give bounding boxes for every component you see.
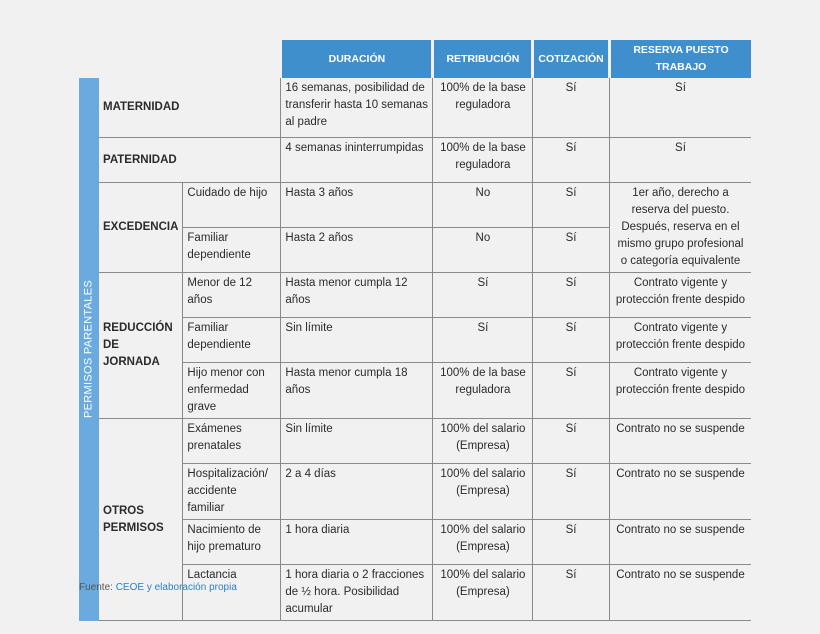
duracion-cell: Hasta 3 años xyxy=(281,183,433,228)
side-label: PERMISOS PARENTALES xyxy=(82,280,95,419)
duracion-cell: 16 semanas, posibilidad de transferir hasta 10 semanas al padre xyxy=(281,78,433,138)
row-excedencia-1 xyxy=(79,183,751,228)
reserva-cell: Contrato vigente y protección frente despido xyxy=(609,318,751,363)
row-paternidad xyxy=(79,138,751,183)
duracion-cell: Hasta menor cumpla 18 años xyxy=(281,363,433,419)
header-row xyxy=(79,40,751,78)
permisos-table xyxy=(79,40,751,621)
header-cotizacion: COTIZACIÓN xyxy=(533,40,609,78)
retribucion-cell: 100% de la base reguladora xyxy=(433,363,533,419)
header-retribucion: RETRIBUCIÓN xyxy=(433,40,533,78)
duracion-cell: 1 hora diaria xyxy=(281,520,433,565)
side-band xyxy=(79,78,99,621)
source-text: CEOE y elaboración propia xyxy=(115,582,237,593)
sub-cell: Lactancia xyxy=(183,565,281,621)
sub-cell: Familiar dependiente xyxy=(183,318,281,363)
retribucion-cell: No xyxy=(433,183,533,228)
retribucion-cell: 100% de la base reguladora xyxy=(433,78,533,138)
category-paternidad: PATERNIDAD xyxy=(99,138,281,183)
category-maternidad: MATERNIDAD xyxy=(99,78,281,138)
duracion-cell: 2 a 4 días xyxy=(281,464,433,520)
category-excedencia: EXCEDENCIA xyxy=(99,183,183,273)
reserva-cell: Contrato no se suspende xyxy=(609,565,751,621)
cotizacion-cell: Sí xyxy=(533,464,609,520)
retribucion-cell: 100% de la base reguladora xyxy=(433,138,533,183)
permisos-table-wrapper xyxy=(79,40,751,621)
retribucion-cell: 100% del salario (Empresa) xyxy=(433,464,533,520)
cotizacion-cell: Sí xyxy=(533,228,609,273)
sub-cell: Hijo menor con enfermedad grave xyxy=(183,363,281,419)
row-maternidad xyxy=(79,78,751,138)
reserva-cell: Sí xyxy=(609,138,751,183)
reserva-cell: Contrato no se suspende xyxy=(609,419,751,464)
category-reduccion: REDUCCIÓN DE JORNADA xyxy=(99,273,183,419)
duracion-cell: Hasta menor cumpla 12 años xyxy=(281,273,433,318)
row-otros-1 xyxy=(79,419,751,464)
row-reduccion-1 xyxy=(79,273,751,318)
cotizacion-cell: Sí xyxy=(533,138,609,183)
reserva-cell: Sí xyxy=(609,78,751,138)
header-reserva: RESERVA PUESTO TRABAJO xyxy=(609,40,751,78)
sub-cell: Cuidado de hijo xyxy=(183,183,281,228)
cotizacion-cell: Sí xyxy=(533,565,609,621)
retribucion-cell: No xyxy=(433,228,533,273)
header-blank xyxy=(79,40,281,78)
sub-cell: Hospitalización/ accidente familiar xyxy=(183,464,281,520)
reserva-cell: Contrato no se suspende xyxy=(609,520,751,565)
sub-cell: Nacimiento de hijo prematuro xyxy=(183,520,281,565)
duracion-cell: Hasta 2 años xyxy=(281,228,433,273)
sub-cell: Exámenes prenatales xyxy=(183,419,281,464)
cotizacion-cell: Sí xyxy=(533,273,609,318)
duracion-cell: Sin límite xyxy=(281,318,433,363)
reserva-cell: Contrato vigente y protección frente despido xyxy=(609,363,751,419)
duracion-cell: 1 hora diaria o 2 fracciones de ½ hora. Posibilidad acumular xyxy=(281,565,433,621)
retribucion-cell: 100% del salario (Empresa) xyxy=(433,419,533,464)
retribucion-cell: Sí xyxy=(433,318,533,363)
retribucion-cell: 100% del salario (Empresa) xyxy=(433,565,533,621)
reserva-cell: Contrato no se suspende xyxy=(609,464,751,520)
retribucion-cell: 100% del salario (Empresa) xyxy=(433,520,533,565)
header-duracion: DURACIÓN xyxy=(281,40,433,78)
retribucion-cell: Sí xyxy=(433,273,533,318)
sub-cell: Familiar dependiente xyxy=(183,228,281,273)
reserva-cell-excedencia: 1er año, derecho a reserva del puesto. Después, reserva en el mismo grupo profesional o categoría equivalente xyxy=(609,183,751,273)
cotizacion-cell: Sí xyxy=(533,363,609,419)
cotizacion-cell: Sí xyxy=(533,318,609,363)
category-otros: OTROS PERMISOS xyxy=(99,419,183,621)
sub-cell: Menor de 12 años xyxy=(183,273,281,318)
cotizacion-cell: Sí xyxy=(533,520,609,565)
cotizacion-cell: Sí xyxy=(533,419,609,464)
duracion-cell: 4 semanas ininterrumpidas xyxy=(281,138,433,183)
reserva-cell: Contrato vigente y protección frente despido xyxy=(609,273,751,318)
cotizacion-cell: Sí xyxy=(533,78,609,138)
duracion-cell: Sin límite xyxy=(281,419,433,464)
source-prefix: Fuente: xyxy=(79,582,113,593)
cotizacion-cell: Sí xyxy=(533,183,609,228)
source-note xyxy=(79,582,237,593)
